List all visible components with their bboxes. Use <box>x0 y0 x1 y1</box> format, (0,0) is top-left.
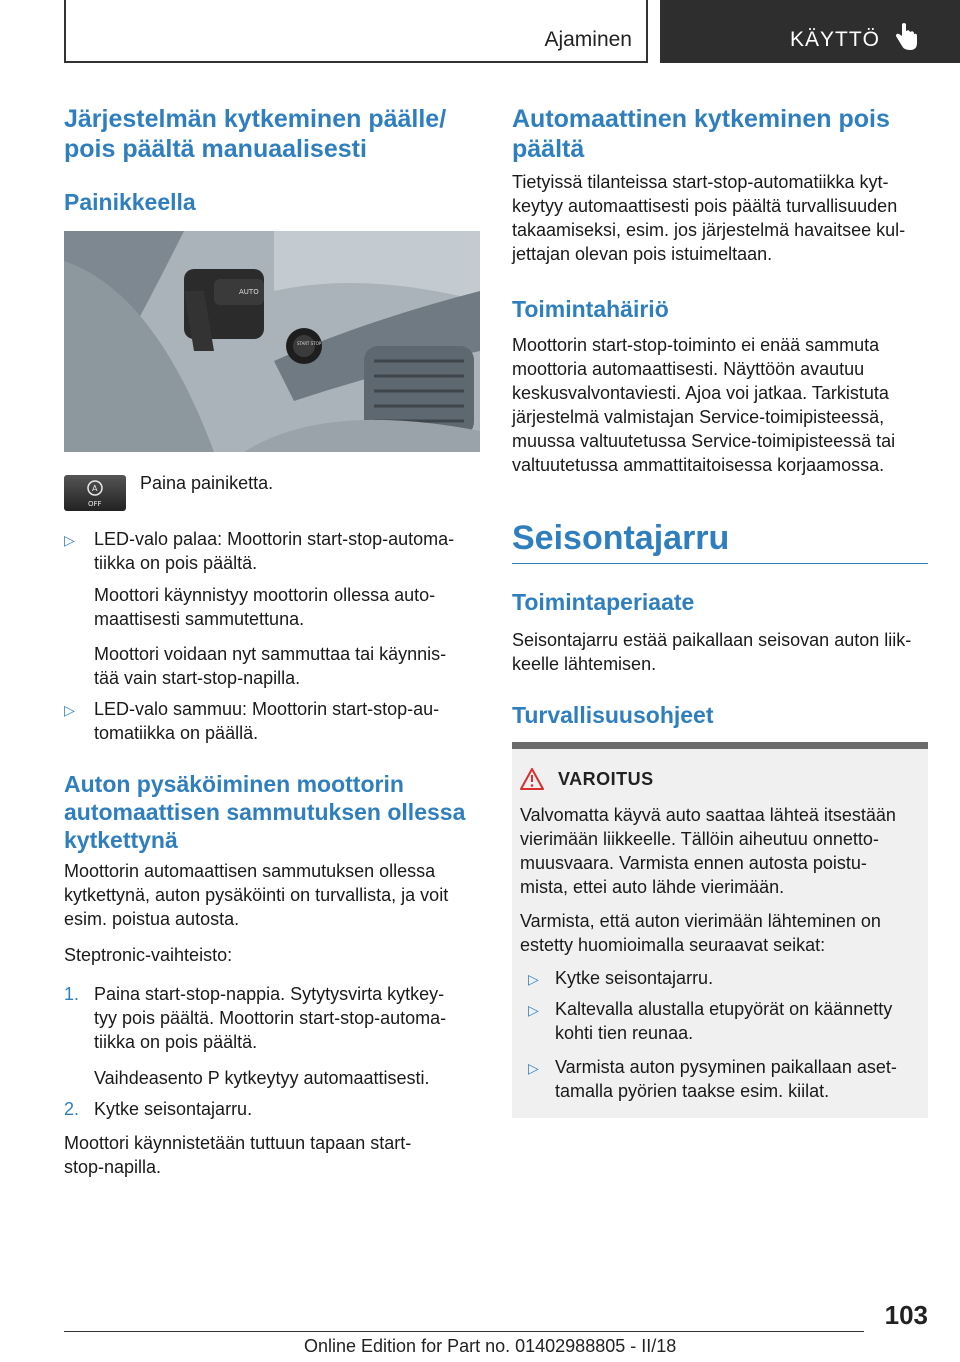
heading-manual-toggle: Järjestelmän kytkeminen päälle/ pois päältä manuaalisesti <box>64 105 447 163</box>
press-button-text: Paina painiketta. <box>140 473 274 493</box>
heading-fault: Toimintahäiriö <box>512 296 669 322</box>
warning-text-1: Valvomatta käyvä auto saattaa lähteä itsestään vierimään liikkeelle. Tällöin aiheutuu onnetto- muusvaara. Varmista ennen autosta poistu- mista, ettei auto lähde vierimään. <box>520 805 896 897</box>
parking-text: Moottorin automaattisen sammutuksen ollessa kytkettynä, auton pysäköinti on turvallista, ja voit esim. poistua autosta. <box>64 861 449 929</box>
warning-triangle-icon <box>520 768 544 795</box>
bullet-led-off: LED-valo sammuu: Moottorin start-stop-au- tomatiikka on päällä. <box>94 699 440 743</box>
step-2-text: Kytke seisontajarru. <box>94 1099 253 1119</box>
steptronic-label: Steptronic-vaihteisto: <box>64 945 233 965</box>
step-1-note: Vaihdeasento P kytkeytyy automaattisesti. <box>94 1068 430 1088</box>
bullet-led-on-note2: Moottori voidaan nyt sammuttaa tai käynnis- tää vain start-stop-napilla. <box>94 644 447 688</box>
section-divider <box>512 563 928 564</box>
bullet-triangle-icon: ▷ <box>528 971 539 987</box>
bullet-triangle-icon: ▷ <box>64 532 75 548</box>
photo-label-auto: AUTO <box>239 288 259 296</box>
warning-title: VAROITUS <box>558 769 654 789</box>
header-section-box <box>64 0 648 63</box>
heading-with-button: Painikkeella <box>64 189 196 215</box>
step-number: 2. <box>64 1099 80 1119</box>
footer-edition: Online Edition for Part no. 01402988805 - II/18 <box>304 1336 677 1356</box>
footer-divider <box>64 1331 864 1332</box>
heading-auto-off: Automaattinen kytkeminen pois päältä <box>512 105 890 163</box>
heading-safety: Turvallisuusohjeet <box>512 702 714 728</box>
fault-text: Moottorin start-stop-toiminto ei enää sammuta moottoria automaattisesti. Näyttöön avautuu keskusvalvontaviesti. Ajoa voi jatkaa. Tarkistuta järjestelmä valmistajan Service-toimipisteessä, muussa valtuutetussa Service-toimipisteessä tai valtuutetussa ammattitaitoisessa korjaamossa. <box>512 335 896 475</box>
warning-bullet-2: Kaltevalla alustalla etupyörät on käännetty kohti tien reunaa. <box>555 999 893 1043</box>
heading-parking-brake: Seisontajarru <box>512 519 730 557</box>
bullet-triangle-icon: ▷ <box>528 1002 539 1018</box>
photo-label-start-stop: START STOP <box>297 341 322 346</box>
principle-text: Seisontajarru estää paikallaan seisovan auton liik- keelle lähtemisen. <box>512 630 912 674</box>
step-number: 1. <box>64 984 80 1004</box>
step-1-text: Paina start-stop-nappia. Sytytysvirta kytkey- tyy pois päältä. Moottorin start-stop-automa- tiikka on pois päältä. <box>94 984 447 1052</box>
bullet-led-on: LED-valo palaa: Moottorin start-stop-automa- tiikka on pois päältä. <box>94 529 455 573</box>
page-number: 103 <box>884 1300 928 1330</box>
warning-bullet-3: Varmista auton pysyminen paikallaan aset- tamalla pyörien taakse esim. kiilat. <box>555 1057 897 1101</box>
header-chapter-label: KÄYTTÖ <box>790 28 881 51</box>
heading-principle: Toimintaperiaate <box>512 589 695 615</box>
warning-text-2: Varmista, että auton vierimään lähteminen on estetty huomioimalla seuraavat seikat: <box>520 911 881 955</box>
restart-text: Moottori käynnistetään tuttuun tapaan start- stop-napilla. <box>64 1133 412 1177</box>
warning-bullet-1: Kytke seisontajarru. <box>555 968 714 988</box>
svg-text:A: A <box>92 484 98 493</box>
auto-off-text: Tietyissä tilanteissa start-stop-automatiikka kyt- keytyy automaattisesti pois päältä turvallisuuden takaamiseksi, esim. jos järjestelmä havaitsee kul- jettajan olevan pois istuimeltaan. <box>512 172 906 264</box>
pointing-hand-icon <box>892 22 920 57</box>
button-icon-label: OFF <box>88 500 102 508</box>
header-section-title: Ajaminen <box>544 28 632 51</box>
bullet-triangle-icon: ▷ <box>64 702 75 718</box>
auto-start-stop-off-button-icon <box>64 475 126 511</box>
heading-parking-auto-off: Auton pysäköiminen moottorin automaattisen sammutuksen ollessa kytkettynä <box>64 771 466 853</box>
bullet-led-on-note1: Moottori käynnistyy moottorin ollessa auto- maattisesti sammutettuna. <box>94 585 436 629</box>
bullet-triangle-icon: ▷ <box>528 1060 539 1076</box>
dashboard-photo <box>64 231 480 452</box>
